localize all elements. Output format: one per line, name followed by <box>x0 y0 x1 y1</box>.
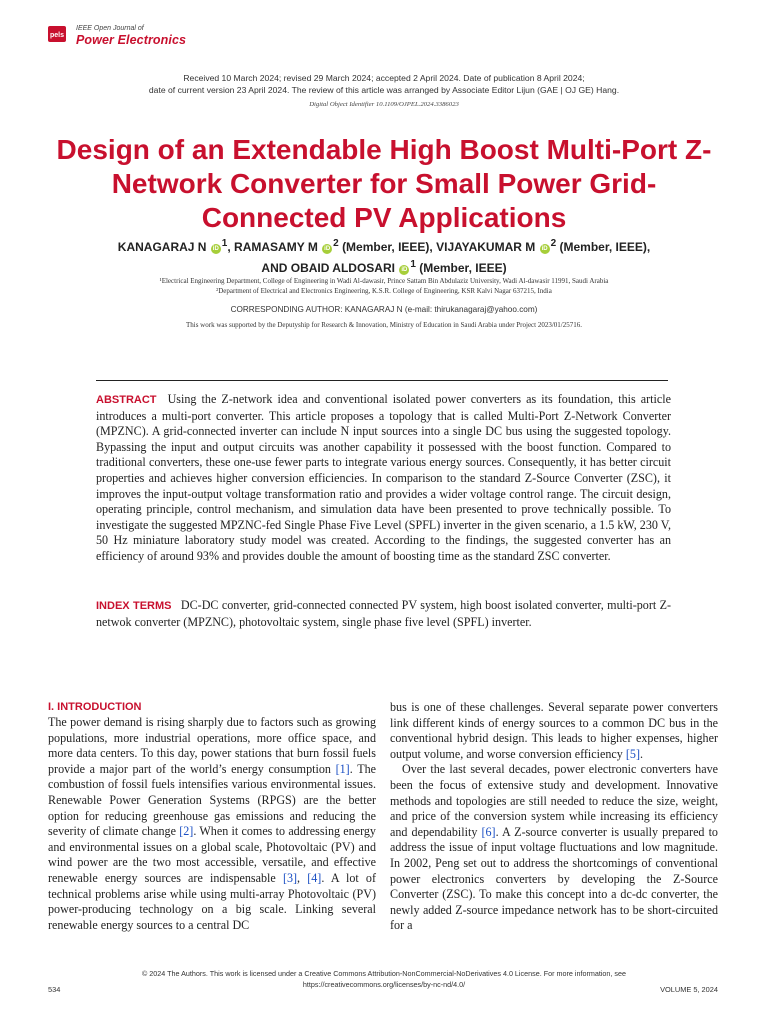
abstract-divider <box>96 380 668 381</box>
citation-link[interactable]: [1] <box>335 761 350 776</box>
author-sup: 2 <box>333 238 339 249</box>
left-column <box>48 700 376 933</box>
orcid-icon[interactable]: iD <box>324 246 331 252</box>
author-name: AND OBAID ALDOSARI <box>261 261 395 275</box>
index-terms <box>96 598 671 630</box>
journal-logo-icon <box>48 26 66 42</box>
author-sup: 1 <box>221 238 228 249</box>
funding-note: This work was supported by the Deputyship for Research & Innovation, Ministry of Education in Saudi Arabia under Project 2023/01/25716. <box>185 321 583 329</box>
abstract <box>96 392 671 565</box>
license-link[interactable]: https://creativecommons.org/licenses/by-nc-nd/4.0/ <box>302 980 466 989</box>
orcid-icon[interactable]: iD <box>212 246 219 252</box>
paragraph: Over the last several decades, power electronic converters have been the focus of extensive study and development. Innovative methods and topologies are still needed to reduce the size, weight, and price of the conversion system while increasing its efficiency and dependability [6]. A Z-source converter is usually prepared to address the issue of input voltage fluctuations and low magnitude. In 2002, Peng set out to address the shortcomings of conventional power electronics converters by developing the Z-Source Converter (ZSC). To make this concept into a dc-dc converter, the newly added Z-source impedance network has to be short-circuited for a <box>390 762 718 933</box>
orcid-icon[interactable]: iD <box>541 246 548 252</box>
received-dates: Received 10 March 2024; revised 29 March 2024; accepted 2 April 2024. Date of publication 8 April 2024; <box>183 73 585 83</box>
affiliation-2: ²Department of Electrical and Electronics Engineering, K.S.R. College of Engineering, KSR Kalvi Nagar 637215, India <box>216 287 552 295</box>
author-name: RAMASAMY M <box>234 240 318 254</box>
license-text: © 2024 The Authors. This work is licensed under a Creative Commons Attribution-NonCommercial-NoDerivatives 4.0 License. For more information, see <box>141 969 626 978</box>
author-name: VIJAYAKUMAR M <box>436 240 536 254</box>
right-column <box>390 700 718 934</box>
logo-text: pels <box>49 32 65 39</box>
author-role: (Member, IEEE) <box>419 261 507 275</box>
volume-label: VOLUME 5, 2024 <box>660 985 718 994</box>
citation-link[interactable]: [4] <box>307 870 322 885</box>
index-terms-label: INDEX TERMS <box>96 600 172 612</box>
journal-name-line1: IEEE Open Journal of <box>76 25 144 32</box>
orcid-icon[interactable]: iD <box>401 267 408 273</box>
corresponding-author: CORRESPONDING AUTHOR: KANAGARAJ N (e-mail: thirukanagaraj@yahoo.com) <box>230 305 538 314</box>
doi: Digital Object Identifier 10.1109/OJPEL.2024.3386023 <box>309 101 459 108</box>
abstract-text: Using the Z-network idea and conventional isolated power converters as its foundation, this article introduces a multi-port converter. This article proposes a topology that is called Multi-Port Z-Network Converter (MPZNC). A grid-connected inverter can include N input sources into a single DC bus using the suggested topology. Bypassing the input and output circuits was another capability it possessed with the boost function. Compared to traditional converters, these one-use fewer parts to integrate various energy sources. Consequently, it has better circuit properties and achieves higher conversion efficiencies. In comparison to the standard Z-Source Converter (ZSC), it improves the input-output voltage transformation ratio and provides a wider voltage control range. The circuit design, operating principle, control mechanism, and simulation data have been presented to prove technically possible. To investigate the suggested MPZNC-fed Single Phase Five Level (SPFL) inverter in the given scenario, a 1.5 kW, 230 V, 50 Hz miniature laboratory study model was created. According to the findings, the suggested converter has an efficiency of around 93% and provides double the amount of boosting time as the standard ZSC converter. <box>96 392 671 563</box>
license-notice <box>0 968 768 990</box>
paragraph: The power demand is rising sharply due to factors such as growing populations, more industrial operations, more office space, and more data centers. To this day, power stations that burn fossil fuels provide a major part of the world’s energy consumption [1]. The combustion of fossil fuels intensifies various environmental issues. Renewable Power Generation Systems (RPGS) are the better option for reducing greenhouse gas emissions and reducing the severity of climate change [2]. When it comes to addressing energy and environmental issues on a global scale, Photovoltaic (PV) and wind power are the two most accessible, versatile, and effective renewable energy sources are indispensable [3], [4]. A lot of technical problems arise while using multi-array Photovoltaic (PV) power-producing technology on a big scale. Linking several renewable energy sources to a central DC <box>48 715 377 932</box>
citation-link[interactable]: [6] <box>481 824 496 839</box>
author-role: (Member, IEEE), <box>342 240 433 254</box>
index-terms-text: DC-DC converter, grid-connected connected PV system, high boost isolated converter, multi-port Z-netwok converter (MPZNC), photovoltaic system, single phase five level (SPFL) inverter. <box>96 598 671 629</box>
author-list: KANAGARAJ N iD $^1$, RAMASAMY M iD $^2$ (Member, IEEE), VIJAYAKUMAR M iD $^2$ (Member, IEEE), AND OBAID ALDOSARI iD $^1$ (Member, IEEE) <box>117 238 651 275</box>
citation-link[interactable]: [5] <box>625 746 640 761</box>
paper-title: Design of an Extendable High Boost Multi-Port Z-Network Converter for Small Power Grid-Connected PV Applications <box>56 134 712 233</box>
paragraph: bus is one of these challenges. Several separate power converters link different kinds of energy sources to a common DC bus in the conventional hybrid design. This leads to higher expenses, higher output volume, and worse conversion efficiency [5]. <box>390 700 718 761</box>
section-heading: I. INTRODUCTION <box>48 701 142 713</box>
review-info: date of current version 23 April 2024. The review of this article was arranged by Associate Editor Lijun (GAE | OJ GE) Hang. <box>148 85 620 95</box>
citation-link[interactable]: [2] <box>179 824 194 839</box>
author-name: KANAGARAJ N <box>117 240 207 254</box>
page-number: 534 <box>48 985 61 994</box>
author-role: (Member, IEEE), <box>559 240 651 254</box>
author-sup: 1 <box>410 259 416 270</box>
author-sup: 2 <box>550 238 557 249</box>
abstract-label: ABSTRACT <box>96 394 157 406</box>
journal-name-line2: Power Electronics <box>76 33 187 47</box>
citation-link[interactable]: [3] <box>282 870 298 885</box>
affiliation-1: ¹Electrical Engineering Department, College of Engineering in Wadi Al-dawasir, Prince Sattam Bin Abdulaziz University, Wadi Al-dawasir 11991, Saudi Arabia <box>159 277 609 285</box>
